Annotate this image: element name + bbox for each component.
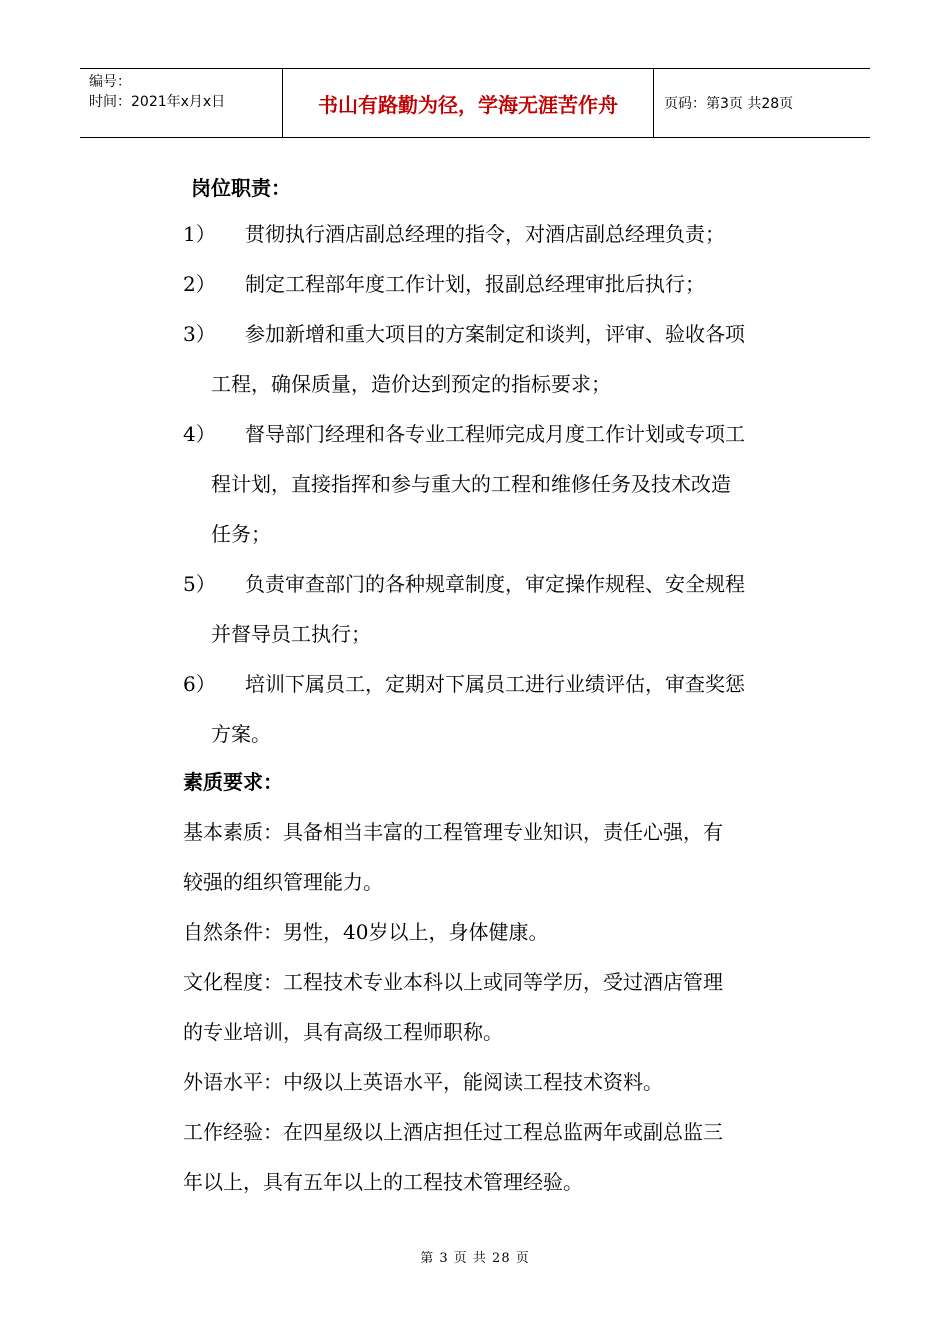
duties-heading: 岗位职责： — [191, 176, 291, 200]
quality-text: 年以上，具有五年以上的工程技术管理经验。 — [183, 1170, 583, 1194]
page-footer: 第 3 页 共 28 页 — [420, 1251, 530, 1266]
duty-text: 培训下属员工，定期对下属员工进行业绩评估，审查奖惩 — [245, 672, 745, 696]
duty-number: 3） — [183, 322, 216, 346]
quality-text: 自然条件：男性，40岁以上，身体健康。 — [183, 920, 549, 944]
quality-text: 外语水平：中级以上英语水平，能阅读工程技术资料。 — [183, 1070, 663, 1094]
duty-text: 任务； — [211, 522, 271, 546]
quality-text: 较强的组织管理能力。 — [183, 870, 383, 894]
duty-number: 4） — [183, 422, 216, 446]
duty-text: 工程，确保质量，造价达到预定的指标要求； — [211, 372, 611, 396]
duty-text: 程计划，直接指挥和参与重大的工程和维修任务及技术改造 — [211, 472, 731, 496]
quality-text: 基本素质：具备相当丰富的工程管理专业知识，责任心强，有 — [183, 820, 723, 844]
header-page-info: 页码：第3页 共28页 — [664, 96, 794, 112]
duty-number: 6） — [183, 672, 216, 696]
duty-number: 2） — [183, 272, 216, 296]
document-number-label: 编号： — [89, 74, 131, 90]
document-date: 时间：2021年x月x日 — [89, 94, 226, 110]
duty-number: 1） — [183, 222, 216, 246]
page-header — [80, 68, 870, 138]
duty-text: 并督导员工执行； — [211, 622, 371, 646]
duty-text: 负责审查部门的各种规章制度，审定操作规程、安全规程 — [245, 572, 745, 596]
header-motto: 书山有路勤为径，学海无涯苦作舟 — [282, 69, 654, 137]
duty-text: 贯彻执行酒店副总经理的指令，对酒店副总经理负责； — [245, 222, 725, 246]
duty-text: 督导部门经理和各专业工程师完成月度工作计划或专项工 — [245, 422, 745, 446]
quality-text: 的专业培训，具有高级工程师职称。 — [183, 1020, 503, 1044]
duty-text: 制定工程部年度工作计划，报副总经理审批后执行； — [245, 272, 705, 296]
duty-text: 方案。 — [211, 722, 271, 746]
duty-text: 参加新增和重大项目的方案制定和谈判，评审、验收各项 — [245, 322, 745, 346]
quality-heading: 素质要求： — [183, 770, 283, 794]
duty-number: 5） — [183, 572, 216, 596]
quality-text: 文化程度：工程技术专业本科以上或同等学历，受过酒店管理 — [183, 970, 723, 994]
header-meta — [80, 69, 282, 137]
quality-text: 工作经验：在四星级以上酒店担任过工程总监两年或副总监三 — [183, 1120, 723, 1144]
